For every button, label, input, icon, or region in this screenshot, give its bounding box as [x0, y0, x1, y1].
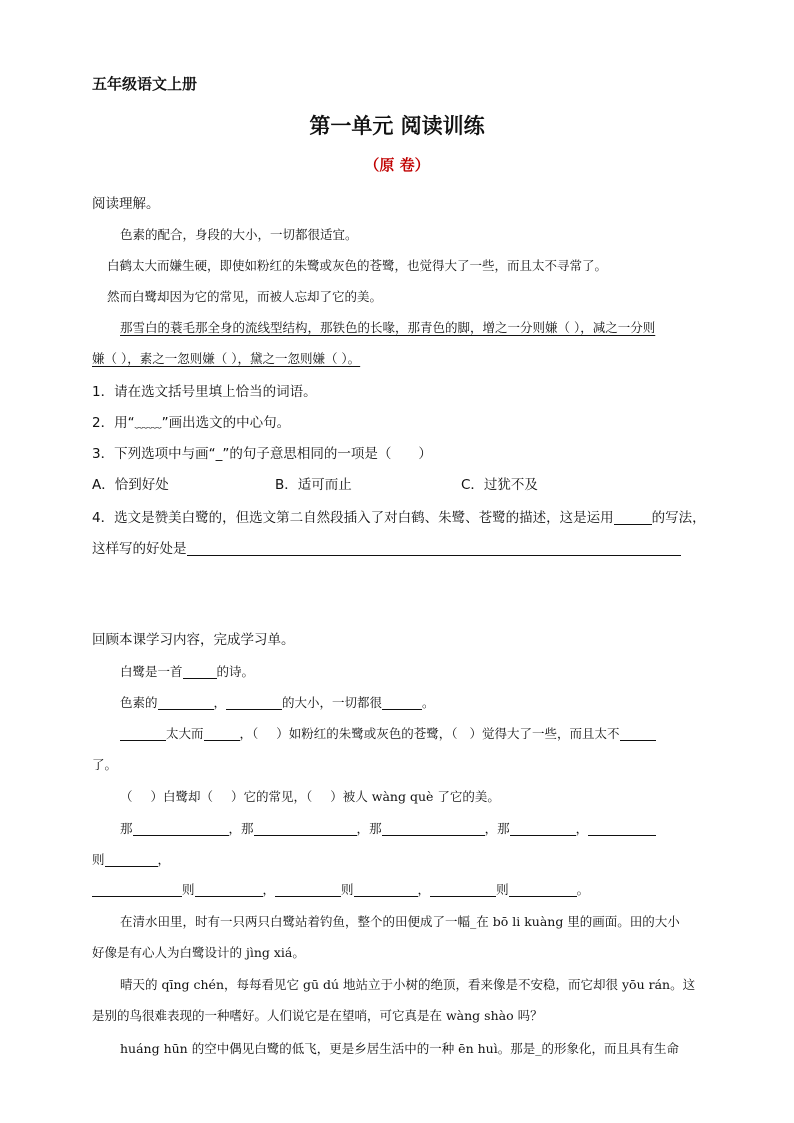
text: ）它的常见，（ — [231, 789, 313, 804]
worksheet-line-6 — [120, 819, 656, 837]
option-b: B．适可而止 — [275, 477, 352, 493]
answer-blank[interactable] — [187, 541, 681, 556]
answer-blank[interactable] — [509, 882, 577, 897]
question-4-text: 4．选文是赞美白鹭的，但选文第二自然段插入了对白鹤、朱鹭、苍鹭的描述，这是运用 — [92, 510, 614, 526]
text: 那 — [120, 821, 133, 836]
passage-line-4: 那雪白的蓑毛那全身的流线型结构，那铁色的长喙，那青色的脚，增之一分则嫌（ ），减之一分则 — [120, 320, 656, 335]
text: ， — [262, 882, 276, 897]
option-a: A．恰到好处 — [92, 477, 169, 493]
passage-line-3: 然而白鹭却因为它的常见，而被人忘却了它的美。 — [107, 289, 383, 304]
text: ， — [417, 882, 431, 897]
question-4-line-2 — [92, 537, 681, 557]
text: 则 — [92, 852, 105, 867]
text: ， — [213, 695, 227, 710]
answer-blank[interactable] — [510, 821, 576, 836]
passage-line-5: 嫌（ ），素之一忽则嫌（ ），黛之一忽则嫌（ ）。 — [92, 351, 361, 366]
text: 则 — [496, 882, 509, 897]
paragraph-2-line-2: 是别的鸟很难表现的一种嗜好。人们说它是在望哨，可它真是在 wàng shào 吗？ — [92, 1008, 543, 1023]
answer-blank[interactable] — [382, 695, 422, 710]
text: 那 — [369, 821, 382, 836]
text: ， — [356, 821, 370, 836]
answer-blank[interactable] — [614, 510, 652, 525]
answer-blank[interactable] — [275, 882, 341, 897]
paragraph-1-line-2: 好像是有心人为白鹭设计的 jìng xiá。 — [92, 945, 305, 960]
answer-blank[interactable] — [382, 821, 485, 836]
answer-blank[interactable] — [120, 726, 166, 741]
answer-blank[interactable] — [92, 882, 182, 897]
answer-blank[interactable] — [133, 821, 229, 836]
answer-blank[interactable] — [204, 726, 240, 741]
text: 白鹭是一首 — [120, 664, 183, 679]
option-c: C．过犹不及 — [461, 477, 538, 493]
paragraph-3-line-1: huáng hūn 的空中偶见白鹭的低飞，更是乡居生活中的一种 ēn huì。那是_的形象化，而且具有生命 — [120, 1041, 679, 1056]
worksheet-line-2 — [120, 693, 435, 711]
section1-heading: 阅读理解。 — [92, 196, 160, 212]
text: 那 — [497, 821, 510, 836]
passage-line-1: 色素的配合，身段的大小，一切都很适宜。 — [120, 227, 358, 242]
text: 的诗。 — [216, 664, 255, 679]
answer-blank[interactable] — [430, 882, 496, 897]
text: ， — [228, 821, 242, 836]
question-4-line-1 — [92, 506, 706, 526]
worksheet-line-7 — [92, 850, 170, 868]
text: 那 — [241, 821, 254, 836]
answer-blank[interactable] — [354, 882, 418, 897]
worksheet-line-1 — [120, 662, 254, 680]
section2-heading: 回顾本课学习内容，完成学习单。 — [92, 632, 295, 648]
question-2: 2．用“﹏﹏”画出选文的中心句。 — [92, 415, 291, 431]
paragraph-1-line-1: 在清水田里，时有一只两只白鹭站着钓鱼，整个的田便成了一幅_在 bō li kuàng 里的画面。田的大小 — [120, 914, 680, 929]
text: ， — [484, 821, 498, 836]
grade-label: 五年级语文上册 — [92, 75, 198, 93]
worksheet-line-8 — [92, 880, 589, 898]
text: ）如粉红的朱鹭或灰色的苍鹭，（ — [276, 726, 458, 741]
question-3: 3．下列选项中与画“_”的句子意思相同的一项是（ ） — [92, 446, 432, 462]
worksheet-line-5 — [120, 787, 500, 805]
paragraph-2-line-1: 晴天的 qīng chén，每每看见它 gū dú 地站立于小树的绝顶，看来像是不安稳，而它却很 yōu rán。这 — [120, 977, 696, 992]
text: 的大小，一切都很 — [282, 695, 383, 710]
text: 色素的 — [120, 695, 158, 710]
answer-blank[interactable] — [226, 695, 282, 710]
answer-blank[interactable] — [158, 695, 214, 710]
text: 太大而 — [166, 726, 204, 741]
text: ）觉得大了一些，而且太不 — [469, 726, 620, 741]
text: ， — [575, 821, 589, 836]
text: ）白鹭却（ — [150, 789, 214, 804]
answer-blank[interactable] — [588, 821, 656, 836]
text: 。 — [422, 695, 435, 710]
text: ）被人 wàng què 了它的美。 — [330, 789, 500, 804]
answer-blank[interactable] — [105, 852, 158, 867]
text: 。 — [576, 882, 590, 897]
passage-line-2: 白鹤太大而嫌生硬，即使如粉红的朱鹭或灰色的苍鹭，也觉得大了一些，而且太不寻常了。 — [107, 258, 608, 273]
worksheet-line-3 — [120, 724, 656, 742]
answer-blank[interactable] — [195, 882, 263, 897]
text: ，（ — [239, 726, 259, 741]
question-4-text-end: 的写法， — [651, 510, 706, 526]
worksheet-line-4: 了。 — [92, 757, 118, 772]
question-1: 1．请在选文括号里填上恰当的词语。 — [92, 384, 317, 400]
answer-blank[interactable] — [183, 664, 217, 679]
answer-blank[interactable] — [620, 726, 656, 741]
text: （ — [120, 789, 133, 804]
question-4-prompt: 这样写的好处是 — [92, 541, 187, 557]
text: 则 — [182, 882, 195, 897]
answer-blank[interactable] — [254, 821, 357, 836]
text: 则 — [341, 882, 354, 897]
text: ， — [157, 852, 171, 867]
page-title: 第一单元 阅读训练 — [309, 114, 485, 138]
page-subtitle: （原 卷） — [364, 156, 430, 174]
